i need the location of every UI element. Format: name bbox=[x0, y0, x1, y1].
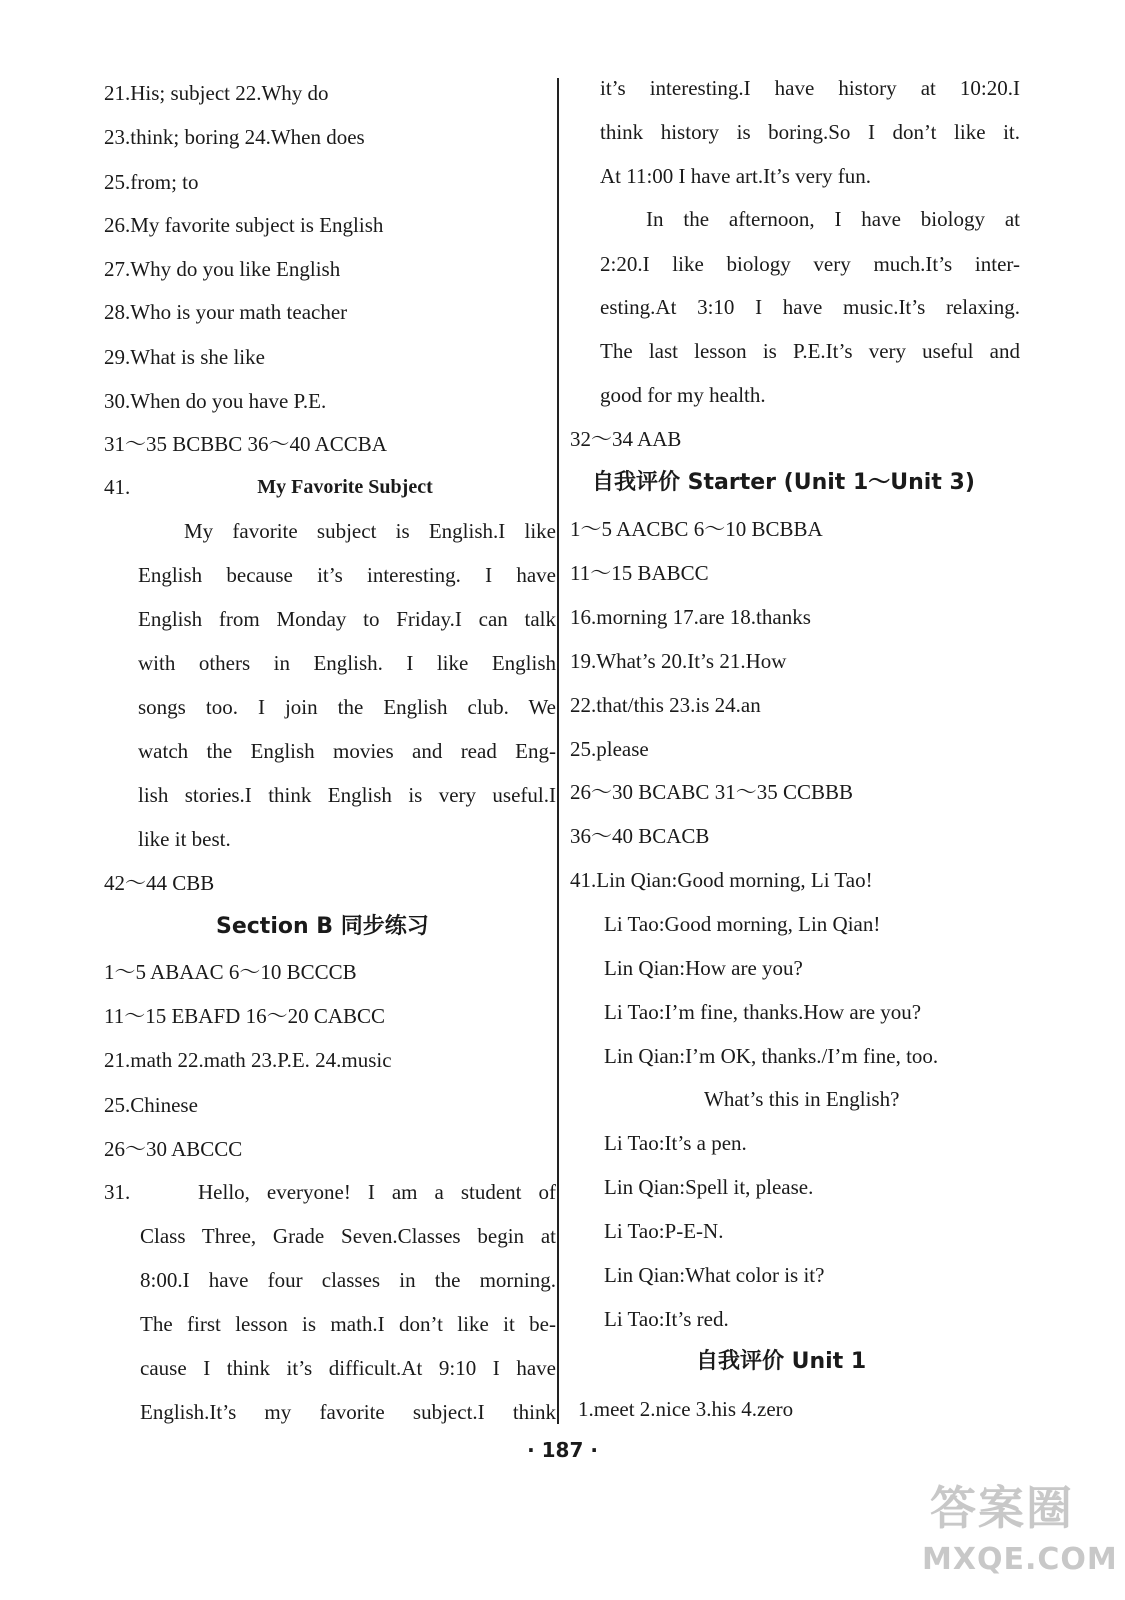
dialogue-line: Lin Qian:I’m OK, thanks./I’m fine, too. bbox=[604, 1044, 939, 1068]
passage-line: The last lesson is P.E.It’s very useful and bbox=[600, 339, 1020, 363]
answer-line: 19.What’s 20.It’s 21.How bbox=[570, 649, 787, 673]
answer-line: 11～15 EBAFD 16～20 CABCC bbox=[104, 1004, 386, 1028]
essay-number: 41. bbox=[104, 475, 131, 499]
dialogue-line: Lin Qian:Spell it, please. bbox=[604, 1175, 814, 1199]
answer-line: 21.His; subject 22.Why do bbox=[104, 81, 329, 105]
answer-line: 32～34 AAB bbox=[570, 427, 682, 451]
essay-line: English from Monday to Friday.I can talk bbox=[138, 607, 556, 631]
passage-line: Hello, everyone! I am a student of bbox=[198, 1180, 556, 1204]
dialogue-line: Li Tao:It’s a pen. bbox=[604, 1131, 747, 1155]
watermark-url: MXQE.COM bbox=[922, 1542, 1118, 1577]
dialogue-line: What’s this in English? bbox=[704, 1087, 900, 1111]
essay-line: My favorite subject is English.I like bbox=[184, 519, 556, 543]
passage-line: think history is boring.So I don’t like it. bbox=[600, 120, 1020, 144]
essay-line: like it best. bbox=[138, 827, 231, 851]
passage-line: cause I think it’s difficult.At 9:10 I have bbox=[140, 1356, 556, 1380]
page-number: · 187 · bbox=[527, 1438, 598, 1462]
passage-line: good for my health. bbox=[600, 383, 766, 407]
dialogue-line: Li Tao:It’s red. bbox=[604, 1307, 729, 1331]
watermark-glyphs: 答案圈 bbox=[930, 1481, 1074, 1535]
answer-line: 25.please bbox=[570, 737, 649, 761]
answer-line: 21.math 22.math 23.P.E. 24.music bbox=[104, 1048, 392, 1072]
answer-line: 1～5 AACBC 6～10 BCBBA bbox=[570, 517, 823, 541]
essay-line: with others in English. I like English bbox=[138, 651, 556, 675]
answer-line: 23.think; boring 24.When does bbox=[104, 125, 365, 149]
answer-line: 22.that/this 23.is 24.an bbox=[570, 693, 761, 717]
answer-line: 31～35 BCBBC 36～40 ACCBA bbox=[104, 432, 387, 456]
essay-title: My Favorite Subject bbox=[257, 476, 433, 498]
answer-line: 1.meet 2.nice 3.his 4.zero bbox=[578, 1397, 794, 1421]
answer-line: 36～40 BCACB bbox=[570, 824, 710, 848]
answer-line: 16.morning 17.are 18.thanks bbox=[570, 605, 811, 629]
section-heading: 自我评价 Unit 1 bbox=[696, 1349, 867, 1374]
passage-line: esting.At 3:10 I have music.It’s relaxing. bbox=[600, 295, 1020, 319]
answer-line: 30.When do you have P.E. bbox=[104, 389, 327, 413]
dialogue-line: Li Tao:Good morning, Lin Qian! bbox=[604, 912, 881, 936]
answer-line: 26～30 BCABC 31～35 CCBBB bbox=[570, 780, 853, 804]
essay-line: lish stories.I think English is very useful.I bbox=[138, 783, 556, 807]
answer-line: 26～30 ABCCC bbox=[104, 1137, 243, 1161]
passage-line: At 11:00 I have art.It’s very fun. bbox=[600, 164, 871, 188]
passage-line: 2:20.I like biology very much.It’s inter- bbox=[600, 252, 1020, 276]
answer-line: 25.Chinese bbox=[104, 1093, 198, 1117]
essay-line: songs too. I join the English club. We bbox=[138, 695, 556, 719]
answer-line: 25.from; to bbox=[104, 170, 199, 194]
answer-line: 42～44 CBB bbox=[104, 871, 215, 895]
answer-line: 28.Who is your math teacher bbox=[104, 300, 348, 324]
dialogue-line: Lin Qian:What color is it? bbox=[604, 1263, 825, 1287]
answer-line: 27.Why do you like English bbox=[104, 257, 341, 281]
watermark-logo bbox=[922, 1478, 1118, 1590]
dialogue-line: Li Tao:I’m fine, thanks.How are you? bbox=[604, 1000, 922, 1024]
answer-line: 29.What is she like bbox=[104, 345, 265, 369]
passage-number: 31. bbox=[104, 1180, 131, 1204]
dialogue-line: Li Tao:P-E-N. bbox=[604, 1219, 724, 1243]
passage-line: The first lesson is math.I don’t like it be- bbox=[140, 1312, 556, 1336]
answer-line: 26.My favorite subject is English bbox=[104, 213, 384, 237]
passage-line: English.It’s my favorite subject.I think bbox=[140, 1400, 556, 1424]
answer-line: 41.Lin Qian:Good morning, Li Tao! bbox=[570, 868, 873, 892]
section-heading: Section B 同步练习 bbox=[216, 914, 429, 939]
answer-line: 1～5 ABAAC 6～10 BCCCB bbox=[104, 960, 357, 984]
essay-line: watch the English movies and read Eng- bbox=[138, 739, 556, 763]
passage-line: it’s interesting.I have history at 10:20.I bbox=[600, 76, 1020, 100]
column-divider bbox=[557, 78, 559, 1424]
answer-line: 11～15 BABCC bbox=[570, 561, 709, 585]
passage-line: Class Three, Grade Seven.Classes begin at bbox=[140, 1224, 556, 1248]
passage-line: In the afternoon, I have biology at bbox=[646, 207, 1020, 231]
dialogue-line: Lin Qian:How are you? bbox=[604, 956, 803, 980]
passage-line: 8:00.I have four classes in the morning. bbox=[140, 1268, 556, 1292]
section-heading: 自我评价 Starter (Unit 1～Unit 3) bbox=[592, 470, 975, 495]
essay-line: English because it’s interesting. I have bbox=[138, 563, 556, 587]
